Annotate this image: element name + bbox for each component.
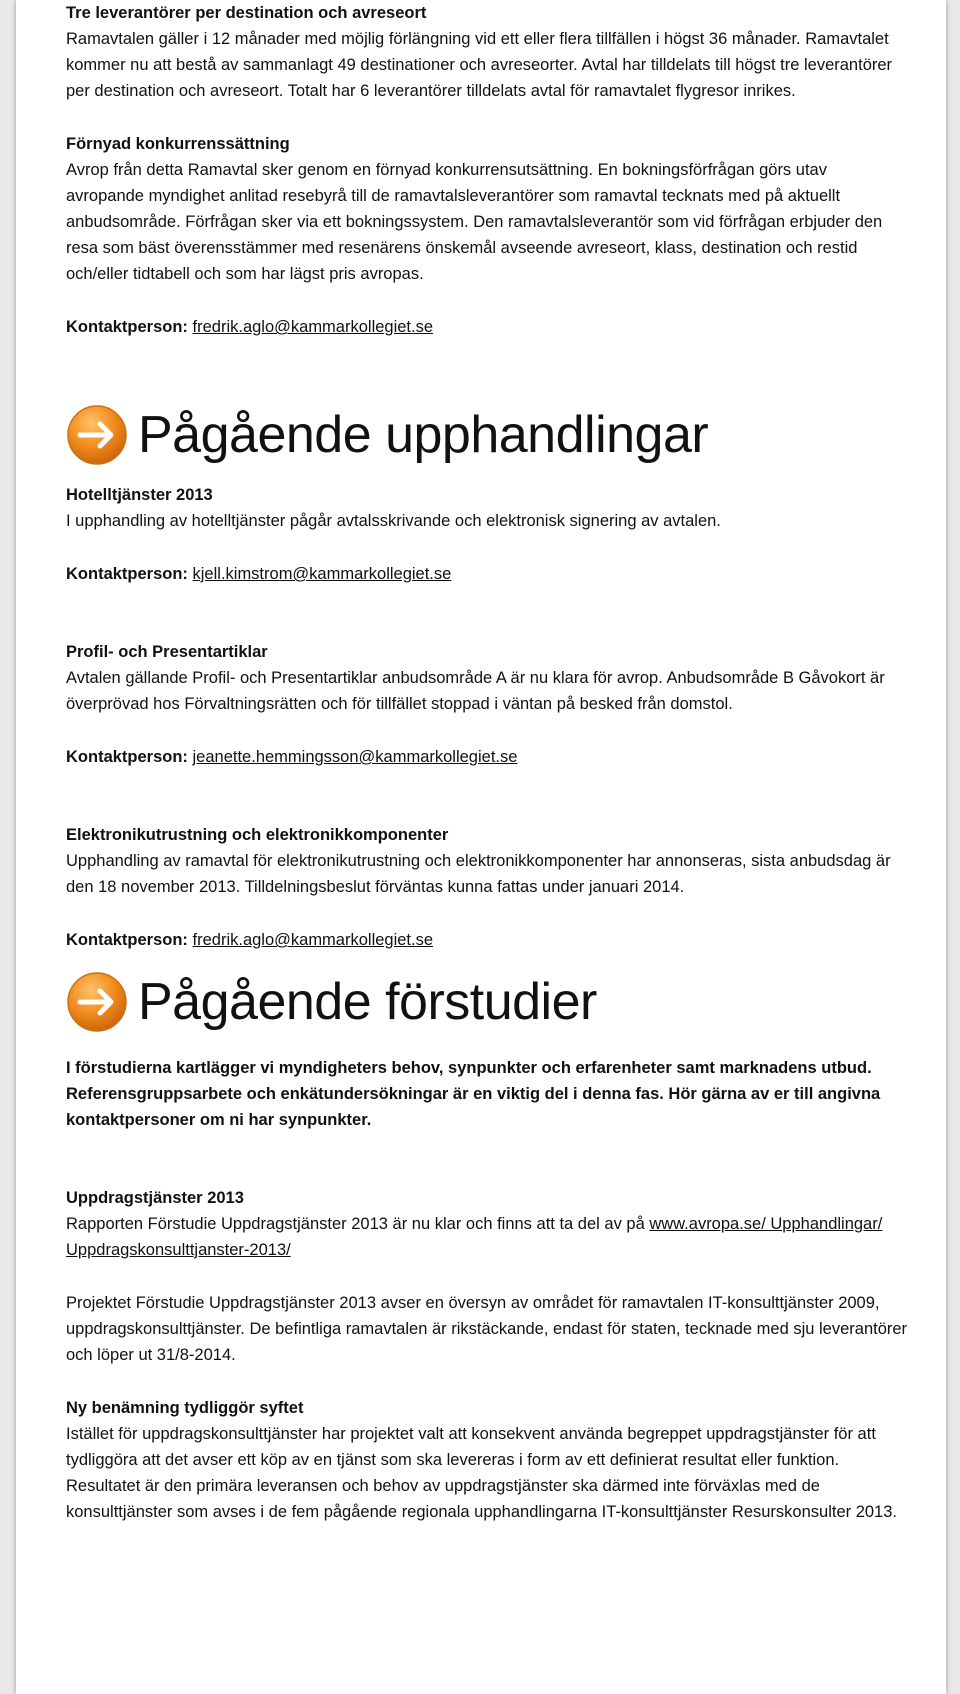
naming-text: Istället för uppdragskonsulttjänster har projektet valt att konsekvent använda begreppet uppdragstjänster för att tydliggöra att det avser ett köp av en tjänst som ska levereras i form av ett definierat resultat eller funktion. Resultatet är den primära leveransen och behov av uppdragstjänster ska därmed inte förväxlas med de konsulttjänster som avses i de fem pågående regionala upphandlingarna IT-konsulttjänster Resurskonsulter 2013. bbox=[66, 1425, 897, 1521]
assignment-heading: Uppdragstjänster 2013 bbox=[66, 1189, 244, 1207]
contact-email-link[interactable]: fredrik.aglo@kammarkollegiet.se bbox=[192, 318, 434, 336]
studies-section-heading bbox=[66, 965, 908, 1039]
newsletter-page bbox=[16, 0, 946, 1694]
procurements-section-title: Pågående upphandlingar bbox=[138, 406, 709, 464]
profile-heading: Profil- och Presentartiklar bbox=[66, 643, 268, 661]
hotel-heading: Hotelltjänster 2013 bbox=[66, 486, 213, 504]
hotel-contact bbox=[66, 561, 908, 587]
contact-email-link[interactable]: fredrik.aglo@kammarkollegiet.se bbox=[192, 931, 434, 949]
profile-text: Avtalen gällande Profil- och Presentartiklar anbudsområde A är nu klara för avrop. Anbudsområde B Gåvokort är överprövad hos Förvaltningsrätten och för tillfället stoppad i väntan på besked från domstol. bbox=[66, 669, 885, 713]
contact-label: Kontaktperson: bbox=[66, 565, 188, 583]
intro-text: Ramavtalen gäller i 12 månader med möjlig förlängning vid ett eller flera tillfällen i högst 36 månader. Ramavtalet kommer nu att bestå av sammanlagt 49 destinationer och avreseorter. Avtal har tilldelats till högst tre leverantörer per destination och avreseort. Totalt har 6 leverantörer tilldelats avtal för ramavtalet flygresor inrikes. bbox=[66, 30, 893, 100]
contact-email-link[interactable]: jeanette.hemmingsson@kammarkollegiet.se bbox=[192, 748, 518, 766]
electronics-contact bbox=[66, 927, 908, 953]
contact-email-link[interactable]: kjell.kimstrom@kammarkollegiet.se bbox=[192, 565, 452, 583]
contact-label: Kontaktperson: bbox=[66, 748, 188, 766]
competition-text: Avrop från detta Ramavtal sker genom en förnyad konkurrensutsättning. En bokningsförfrågan görs utav avropande myndighet anlitad resebyrå till de ramavtalsleverantörer som ramavtal tecknats med på aktuellt anbudsområde. Förfrågan sker via ett bokningssystem. Den ramavtalsleverantör som vid förfrågan erbjuder den resa som bäst överensstämmer med resenärens önskemål avseende avreseort, klass, destination och restid och/eller tidtabell och som har lägst pris avropas. bbox=[66, 161, 883, 283]
studies-lead: I förstudierna kartlägger vi myndigheters behov, synpunkter och erfarenheter samt marknadens utbud. Referensgruppsarbete och enkätundersökningar är en viktig del i denna fas. Hör gärna av er till angivna kontaktpersoner om ni har synpunkter. bbox=[66, 1059, 881, 1129]
orange-arrow-icon bbox=[66, 404, 128, 466]
contact-label: Kontaktperson: bbox=[66, 931, 188, 949]
contact-label: Kontaktperson: bbox=[66, 318, 188, 336]
electronics-heading: Elektronikutrustning och elektronikkomponenter bbox=[66, 826, 449, 844]
hotel-text: I upphandling av hotelltjänster pågår avtalsskrivande och elektronisk signering av avtalen. bbox=[66, 512, 721, 530]
electronics-text: Upphandling av ramavtal för elektronikutrustning och elektronikkomponenter har annonseras, sista anbudsdag är den 18 november 2013. Tilldelningsbeslut förväntas kunna fattas under januari 2014. bbox=[66, 852, 891, 896]
assignment-text bbox=[66, 1211, 908, 1263]
competition-heading: Förnyad konkurrenssättning bbox=[66, 135, 290, 153]
orange-arrow-icon bbox=[66, 971, 128, 1033]
avropa-report-link[interactable]: www.avropa.se/ Upphandlingar/ Uppdragskonsulttjanster-2013/ bbox=[66, 1215, 883, 1259]
naming-heading: Ny benämning tydliggör syftet bbox=[66, 1399, 304, 1417]
competition-contact bbox=[66, 314, 908, 340]
intro-heading: Tre leverantörer per destination och avreseort bbox=[66, 4, 427, 22]
procurements-section-heading bbox=[66, 398, 908, 472]
profile-contact bbox=[66, 744, 908, 770]
assignment-text-before: Rapporten Förstudie Uppdragstjänster 2013 är nu klar och finns att ta del av på bbox=[66, 1215, 650, 1233]
studies-section-title: Pågående förstudier bbox=[138, 973, 597, 1031]
assignment-paragraph-2: Projektet Förstudie Uppdragstjänster 2013 avser en översyn av området för ramavtalen IT-konsulttjänster 2009, uppdragskonsulttjänster. De befintliga ramavtalen är rikstäckande, endast för staten, tecknade med sju leverantörer och löper ut 31/8-2014. bbox=[66, 1294, 908, 1364]
